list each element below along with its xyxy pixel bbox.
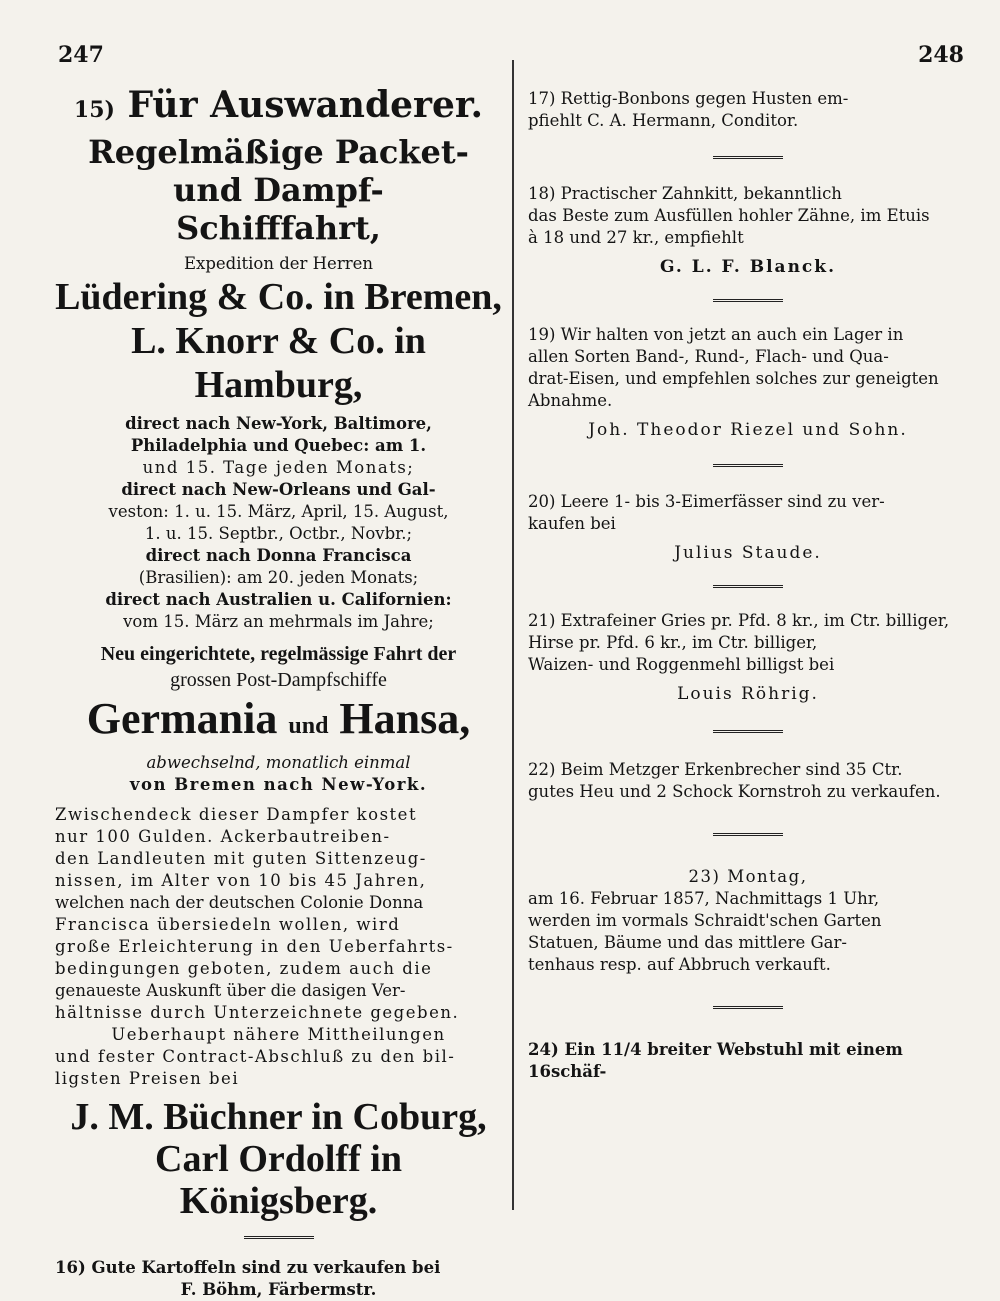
ad-23-line-3: werden im vormals Schraidt'schen Garten xyxy=(528,911,882,930)
ship-name-hansa: Hansa, xyxy=(339,694,471,743)
ad-19-signature: Joh. Theodor Riezel und Sohn. xyxy=(588,420,908,440)
ad-15-body-line: bedingungen geboten, zudem auch die xyxy=(55,959,433,978)
ship-name-germania: Germania xyxy=(86,694,278,743)
ad-18-line-1: 18) Practischer Zahnkitt, bekanntlich xyxy=(528,184,842,203)
ad-15-body-line: große Erleichterung in den Ueberfahrts- xyxy=(55,937,454,956)
ad-15-body-line: nissen, im Alter von 10 bis 45 Jahren, xyxy=(55,871,427,890)
ad-15-number: 15) xyxy=(73,97,115,123)
ad-15-line: direct nach Australien u. Californien: xyxy=(105,590,452,609)
separator xyxy=(244,1236,314,1239)
ad-18-line-3: à 18 und 27 kr., empfiehlt xyxy=(528,228,744,247)
ad-15-body-line: und fester Contract-Abschluß zu den bil- xyxy=(55,1047,456,1066)
ad-15-heading xyxy=(55,82,502,133)
ad-22-line-1: 22) Beim Metzger Erkenbrecher sind 35 Ctr. xyxy=(528,760,903,779)
ad-15-title: Für Auswanderer. xyxy=(127,84,484,126)
ad-15-body-line: den Landleuten mit guten Sittenzeug- xyxy=(55,849,427,868)
separator xyxy=(713,1006,783,1009)
ad-16-line-1: 16) Gute Kartoffeln sind zu verkaufen bei xyxy=(55,1258,441,1277)
ad-15-line: und 15. Tage jeden Monats; xyxy=(142,458,415,477)
ad-19-line-4: Abnahme. xyxy=(528,391,613,410)
ad-20-signature: Julius Staude. xyxy=(674,543,822,563)
separator xyxy=(713,299,783,302)
ad-23-line-5: tenhaus resp. auf Abbruch verkauft. xyxy=(528,955,831,974)
page-number-left: 247 xyxy=(58,42,104,68)
ad-15-body-line: nur 100 Gulden. Ackerbautreiben- xyxy=(55,827,391,846)
ad-17-line-1: 17) Rettig-Bonbons gegen Husten em- xyxy=(528,89,849,108)
ad-15-subtitle-1: Regelmäßige Packet- und Dampf- xyxy=(88,133,469,209)
ad-20-line-1: 20) Leere 1- bis 3-Eimerfässer sind zu ver- xyxy=(528,492,885,511)
ship-name-und: und xyxy=(288,713,329,739)
ad-18-line-2: das Beste zum Ausfüllen hohler Zähne, im Etuis xyxy=(528,206,930,225)
ad-24-line-1: 24) Ein 11/4 breiter Webstuhl mit einem 16schäf- xyxy=(528,1040,903,1081)
ad-19-line-3: drat-Eisen, und empfehlen solches zur geneigten xyxy=(528,369,939,388)
ad-21-line-3: Waizen- und Roggenmehl billigst bei xyxy=(528,655,835,674)
page-number-right: 248 xyxy=(918,42,964,68)
ad-15-body-line: genaueste Auskunft über die dasigen Ver- xyxy=(55,981,406,1000)
ad-21-signature: Louis Röhrig. xyxy=(677,684,819,704)
ad-18-signature: G. L. F. Blanck. xyxy=(660,257,836,277)
ad-15-agent-2: Carl Ordolff in Königsberg. xyxy=(155,1138,402,1222)
ad-15-ship-names xyxy=(55,693,502,752)
ad-20-line-2: kaufen bei xyxy=(528,514,616,533)
separator xyxy=(713,585,783,588)
ad-22-line-2: gutes Heu und 2 Schock Kornstroh zu verkaufen. xyxy=(528,782,941,801)
ad-23-line-4: Statuen, Bäume und das mittlere Gar- xyxy=(528,933,847,952)
ad-15-new-service-2: grossen Post-Dampfschiffe xyxy=(170,669,387,691)
ad-15-company-2: L. Knorr & Co. in Hamburg, xyxy=(131,320,426,406)
ad-15-body-line: ligsten Preisen bei xyxy=(55,1069,240,1088)
ad-15-line: (Brasilien): am 20. jeden Monats; xyxy=(138,568,419,587)
ad-15-agent-1: J. M. Büchner in Coburg, xyxy=(70,1096,487,1138)
ad-15-expedition: Expedition der Herren xyxy=(183,254,373,273)
ad-15-body-line: Ueberhaupt nähere Mittheilungen xyxy=(111,1025,446,1044)
ad-15-line: 1. u. 15. Septbr., Octbr., Novbr.; xyxy=(144,524,413,543)
ad-15-line: direct nach New-Orleans und Gal- xyxy=(121,480,436,499)
ad-17-line-2: pfiehlt C. A. Hermann, Conditor. xyxy=(528,111,799,130)
ad-19-line-1: 19) Wir halten von jetzt an auch ein Lager in xyxy=(528,325,904,344)
separator xyxy=(713,730,783,733)
ad-15-line: vom 15. März an mehrmals im Jahre; xyxy=(123,612,434,631)
right-column xyxy=(528,82,968,1083)
ad-15-line: direct nach New-York, Baltimore, xyxy=(125,414,432,433)
separator xyxy=(713,464,783,467)
column-divider xyxy=(512,60,514,1210)
ad-15-line: Philadelphia und Quebec: am 1. xyxy=(130,436,427,455)
ad-15-new-service-1: Neu eingerichtete, regelmässige Fahrt der xyxy=(100,643,457,665)
ad-15-line: veston: 1. u. 15. März, April, 15. August, xyxy=(108,502,449,521)
ad-15-subtitle-2: Schifffahrt, xyxy=(176,209,381,247)
ad-15-body-line: hältnisse durch Unterzeichnete gegeben. xyxy=(55,1003,460,1022)
ad-15-body-line: Zwischendeck dieser Dampfer kostet xyxy=(55,805,418,824)
separator xyxy=(713,156,783,159)
ad-23-line-2: am 16. Februar 1857, Nachmittags 1 Uhr, xyxy=(528,889,880,908)
left-column xyxy=(55,82,502,1301)
ad-15-company-1: Lüdering & Co. in Bremen, xyxy=(55,276,502,318)
ad-15-route: von Bremen nach New-York. xyxy=(129,775,428,794)
ad-15-line: direct nach Donna Francisca xyxy=(145,546,412,565)
ad-19-line-2: allen Sorten Band-, Rund-, Flach- und Qua- xyxy=(528,347,889,366)
ad-15-alternating: abwechselnd, monatlich einmal xyxy=(146,753,411,772)
ad-23-line-1: 23) Montag, xyxy=(688,867,808,886)
ad-21-line-2: Hirse pr. Pfd. 6 kr., im Ctr. billiger, xyxy=(528,633,818,652)
ad-16-line-2: F. Böhm, Färbermstr. xyxy=(180,1280,377,1299)
separator xyxy=(713,833,783,836)
ad-21-line-1: 21) Extrafeiner Gries pr. Pfd. 8 kr., im Ctr. billiger, xyxy=(528,611,950,630)
ad-15-body-line: welchen nach der deutschen Colonie Donna xyxy=(55,893,424,912)
ad-15-body-line: Francisca übersiedeln wollen, wird xyxy=(55,915,401,934)
